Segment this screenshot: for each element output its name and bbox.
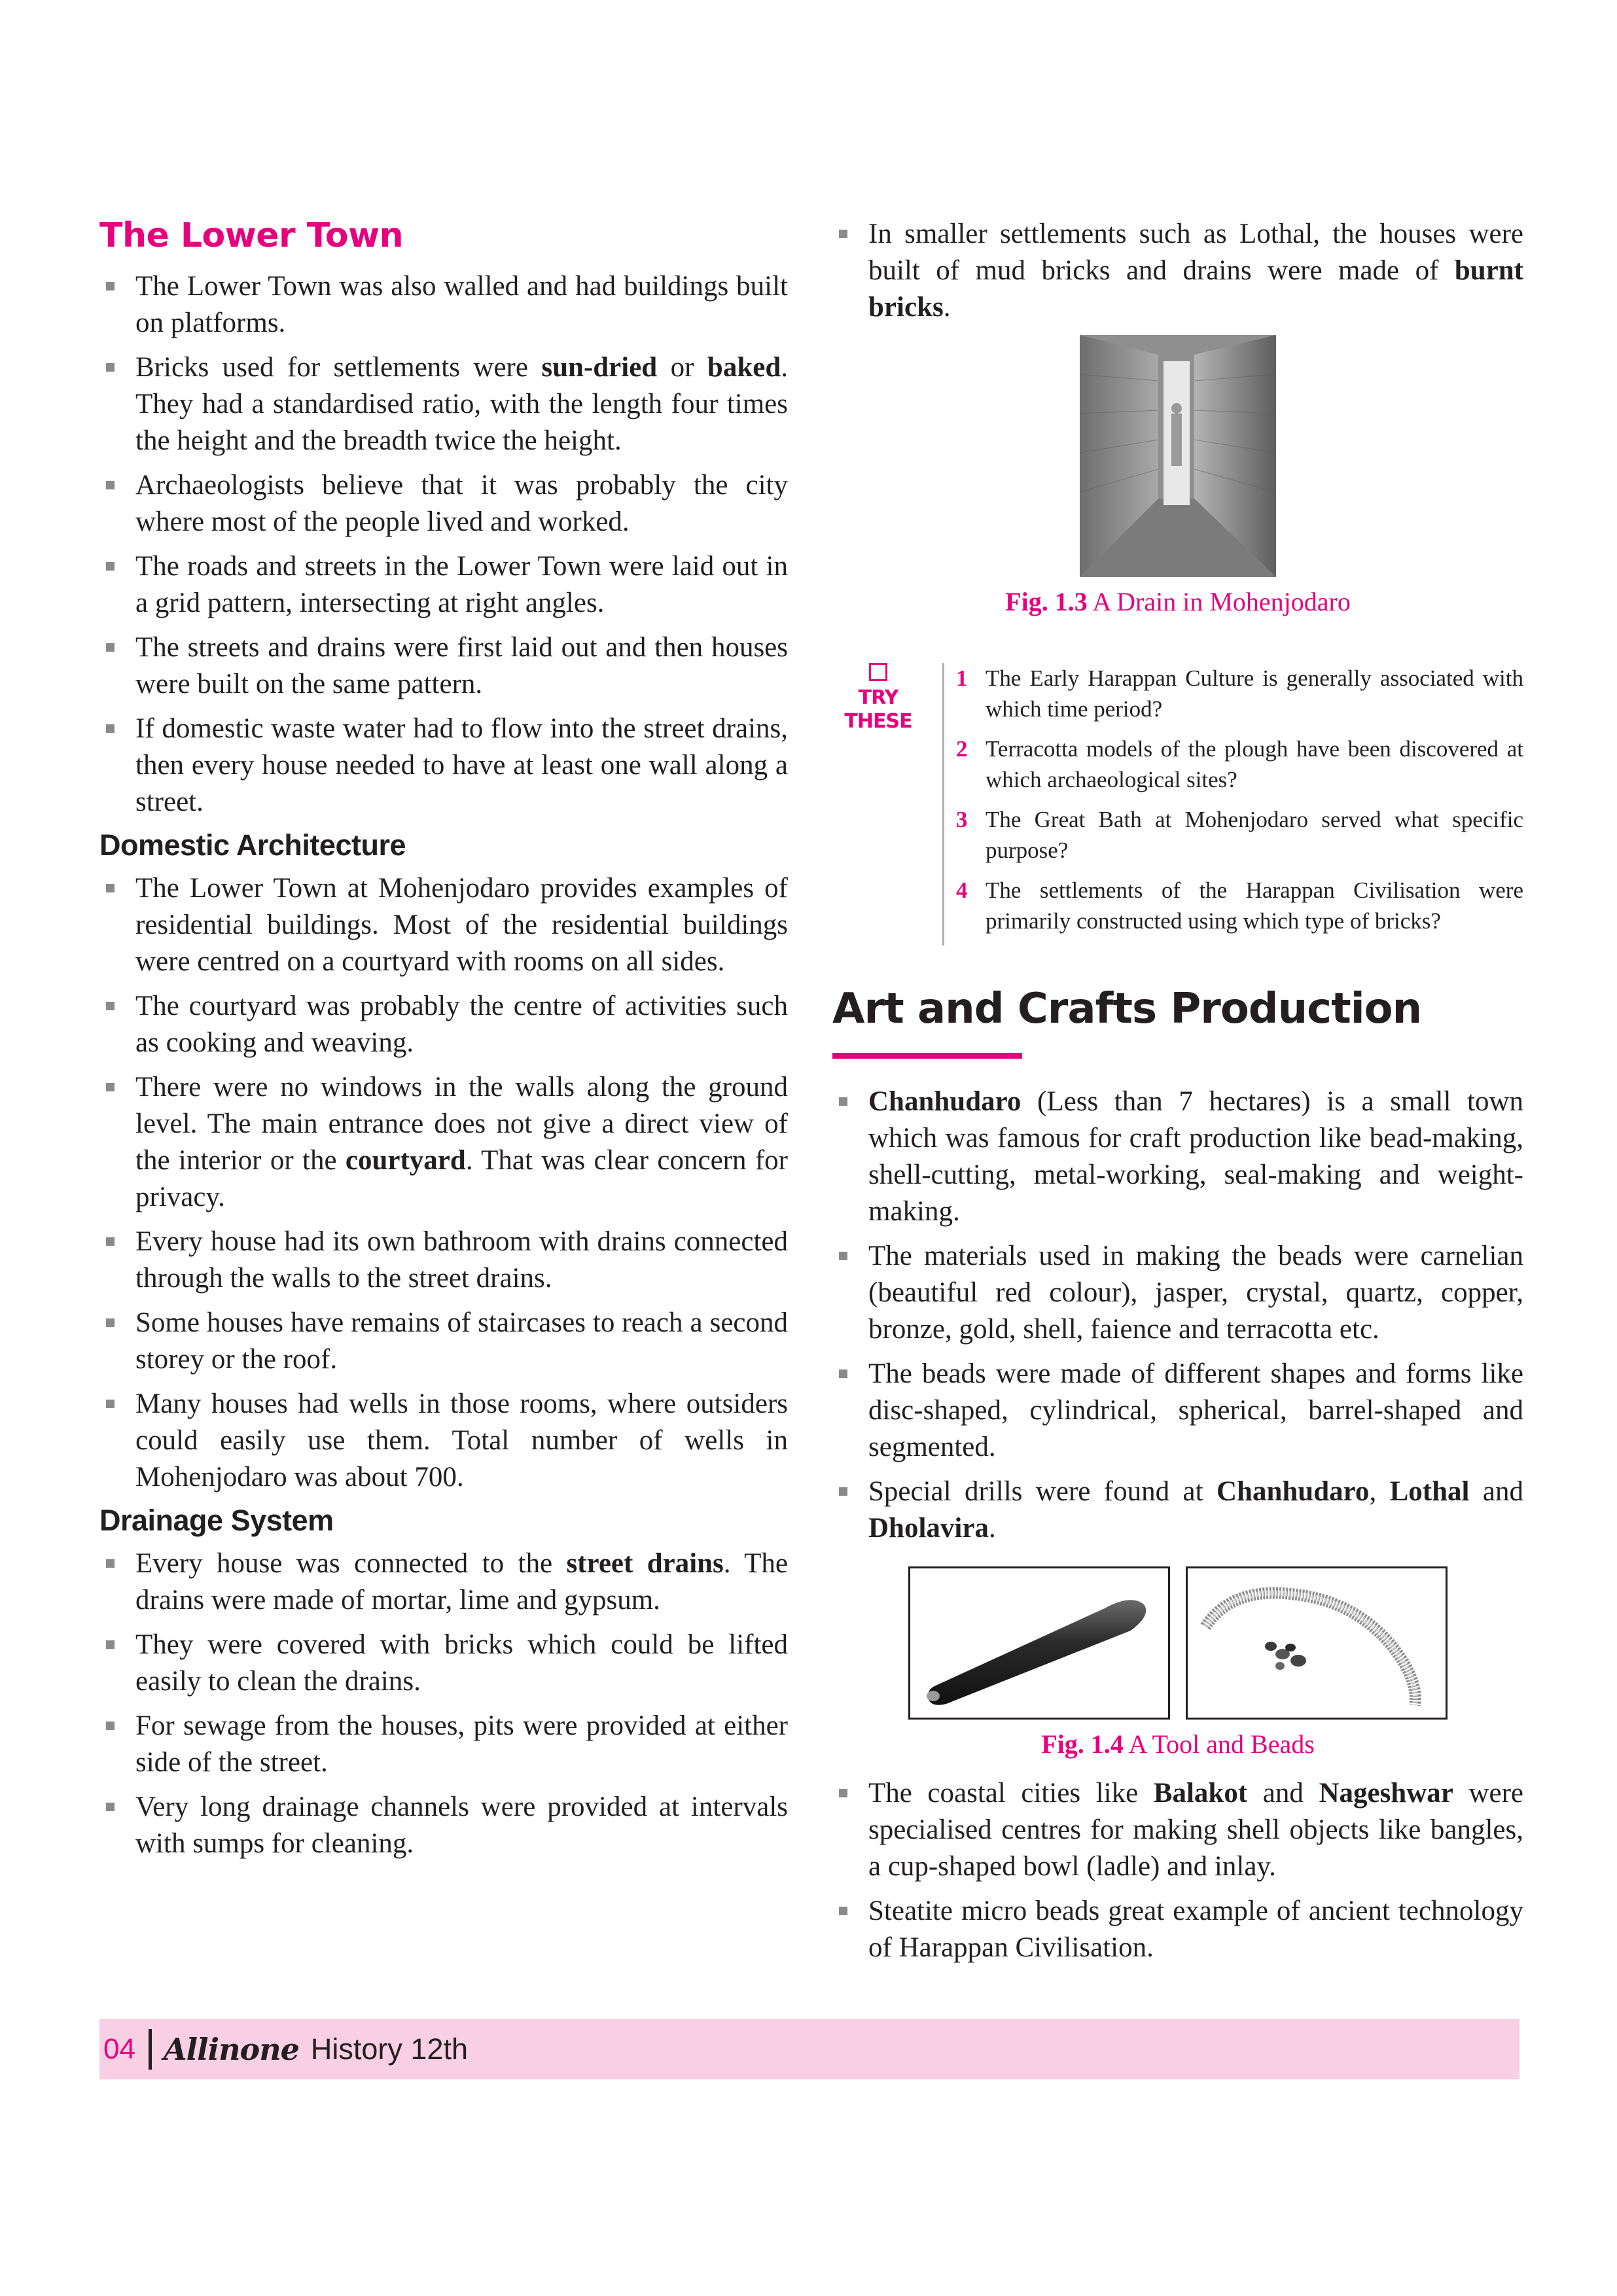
bullet-item: Some houses have remains of staircases to reach a second storey or the roof.: [99, 1305, 788, 1378]
lower-town-heading: The Lower Town: [99, 216, 404, 255]
try-these-question: 1 The Early Harappan Culture is generally associated with which time period?: [956, 665, 1523, 722]
lothal-list: [832, 216, 1523, 326]
bullet-item: The Lower Town was also walled and had buildings built on platforms.: [99, 268, 788, 342]
domestic-architecture-heading: Domestic Architecture: [99, 828, 406, 862]
bullet-square-icon: [839, 1369, 847, 1378]
art-heading-block: [832, 985, 1523, 1059]
bullet-item: Special drills were found at Chanhudaro, Lothal and Dholavira.: [832, 1474, 1523, 1547]
bullet-item: The Lower Town at Mohenjodaro provides examples of residential buildings. Most of the residential buildings were centred on a courtyard with rooms on all sides.: [99, 870, 788, 980]
bullet-square-icon: [839, 1789, 847, 1797]
drill-tool-image: [915, 1574, 1164, 1712]
bullet-square-icon: [106, 643, 115, 652]
left-column: [99, 216, 788, 1870]
try-these-box: [832, 663, 1523, 945]
bullet-square-icon: [839, 1097, 847, 1106]
lower-town-list: [99, 268, 788, 821]
page-number: 04: [103, 2033, 135, 2065]
bullet-item: The courtyard was probably the centre of activities such as cooking and weaving.: [99, 988, 788, 1061]
bullet-item: The beads were made of different shapes and forms like disc-shaped, cylindrical, spherical, barrel-shaped and segmented.: [832, 1356, 1523, 1466]
checkbox-icon: [869, 663, 887, 681]
bullet-square-icon: [106, 1640, 115, 1649]
bullet-square-icon: [106, 1083, 115, 1091]
bullet-square-icon: [839, 1252, 847, 1260]
try-these-question: 4 The settlements of the Harappan Civilisation were primarily constructed using which type of bricks?: [956, 877, 1523, 934]
bullet-square-icon: [839, 230, 847, 238]
bullet-item: The streets and drains were first laid out and then houses were built on the same pattern.: [99, 629, 788, 703]
try-these-divider: [942, 663, 944, 945]
footer-divider: [149, 2029, 152, 2070]
bullet-item: The materials used in making the beads were carnelian (beautiful red colour), jasper, crystal, quartz, copper, bronze, gold, shell, faience and terracotta etc.: [832, 1238, 1523, 1348]
tool-beads-figure: [832, 1566, 1523, 1720]
bullet-square-icon: [839, 1907, 847, 1915]
bullet-square-icon: [106, 363, 115, 372]
bullet-item: Every house was connected to the street drains. The drains were made of mortar, lime and gypsum.: [99, 1545, 788, 1619]
try-these-question: 2 Terracotta models of the plough have been discovered at which archaeological sites?: [956, 736, 1523, 792]
bullet-square-icon: [106, 481, 115, 489]
bullet-item: Very long drainage channels were provided at intervals with sumps for cleaning.: [99, 1789, 788, 1862]
bullet-square-icon: [106, 724, 115, 733]
right-column: [832, 216, 1523, 1974]
drainage-system-heading: Drainage System: [99, 1504, 334, 1537]
bullet-item: Bricks used for settlements were sun-dried or baked. They had a standardised ratio, with the length four times the height and the breadth twice the height.: [99, 349, 788, 459]
drain-figure: [832, 335, 1523, 577]
bullet-square-icon: [106, 1722, 115, 1730]
heading-underline: [832, 1053, 1022, 1059]
bullet-square-icon: [106, 562, 115, 571]
page-footer: [99, 2019, 1519, 2079]
try-these-label: TRY THESE: [832, 663, 924, 945]
bullet-square-icon: [106, 1318, 115, 1327]
beads-necklace-image: [1192, 1574, 1441, 1712]
bullet-square-icon: [106, 1002, 115, 1010]
bullet-item: The roads and streets in the Lower Town were laid out in a grid pattern, intersecting at right angles.: [99, 548, 788, 622]
fig-1-3-caption: Fig. 1.3 A Drain in Mohenjodaro: [1005, 587, 1351, 616]
fig-1-4-caption: Fig. 1.4 A Tool and Beads: [1041, 1729, 1315, 1759]
beads-image-frame: [1186, 1566, 1448, 1720]
art-crafts-heading: Art and Crafts Production: [832, 985, 1422, 1033]
bullet-square-icon: [106, 1803, 115, 1811]
brand-logo: Allinone: [163, 2032, 299, 2067]
bullet-item: They were covered with bricks which could be lifted easily to clean the drains.: [99, 1627, 788, 1700]
bullet-item: Steatite micro beads great example of ancient technology of Harappan Civilisation.: [832, 1893, 1523, 1966]
try-these-list: [956, 663, 1523, 945]
bullet-item: Chanhudaro (Less than 7 hectares) is a small town which was famous for craft production like bead-making, shell-cutting, metal-working, seal-making and weight-making.: [832, 1084, 1523, 1230]
drain-photo: [1080, 335, 1276, 577]
bullet-item: There were no windows in the walls along the ground level. The main entrance does not give a direct view of the interior or the courtyard. That was clear concern for privacy.: [99, 1069, 788, 1216]
book-title: History 12th: [310, 2032, 469, 2066]
bullet-item: If domestic waste water had to flow into the street drains, then every house needed to have at least one wall along a street.: [99, 711, 788, 821]
bullet-square-icon: [106, 282, 115, 291]
bullet-square-icon: [106, 1400, 115, 1408]
bullet-square-icon: [106, 884, 115, 892]
bullet-square-icon: [106, 1237, 115, 1246]
bullet-square-icon: [839, 1487, 847, 1496]
art-crafts-list: [832, 1084, 1523, 1547]
bullet-square-icon: [106, 1559, 115, 1568]
bullet-item: Archaeologists believe that it was probably the city where most of the people lived and worked.: [99, 467, 788, 540]
domestic-architecture-list: [99, 870, 788, 1496]
bullet-item: Every house had its own bathroom with drains connected through the walls to the street drains.: [99, 1224, 788, 1297]
coastal-list: [832, 1775, 1523, 1966]
bullet-item: For sewage from the houses, pits were provided at either side of the street.: [99, 1708, 788, 1781]
tool-image-frame: [908, 1566, 1170, 1720]
try-these-question: 3 The Great Bath at Mohenjodaro served what specific purpose?: [956, 807, 1523, 863]
bullet-item: The coastal cities like Balakot and Nageshwar were specialised centres for making shell objects like bangles, a cup-shaped bowl (ladle) and inlay.: [832, 1775, 1523, 1885]
bullet-item: In smaller settlements such as Lothal, the houses were built of mud bricks and drains were made of burnt bricks.: [832, 216, 1523, 326]
bullet-item: Many houses had wells in those rooms, where outsiders could easily use them. Total number of wells in Mohenjodaro was about 700.: [99, 1386, 788, 1496]
drainage-system-list: [99, 1545, 788, 1862]
